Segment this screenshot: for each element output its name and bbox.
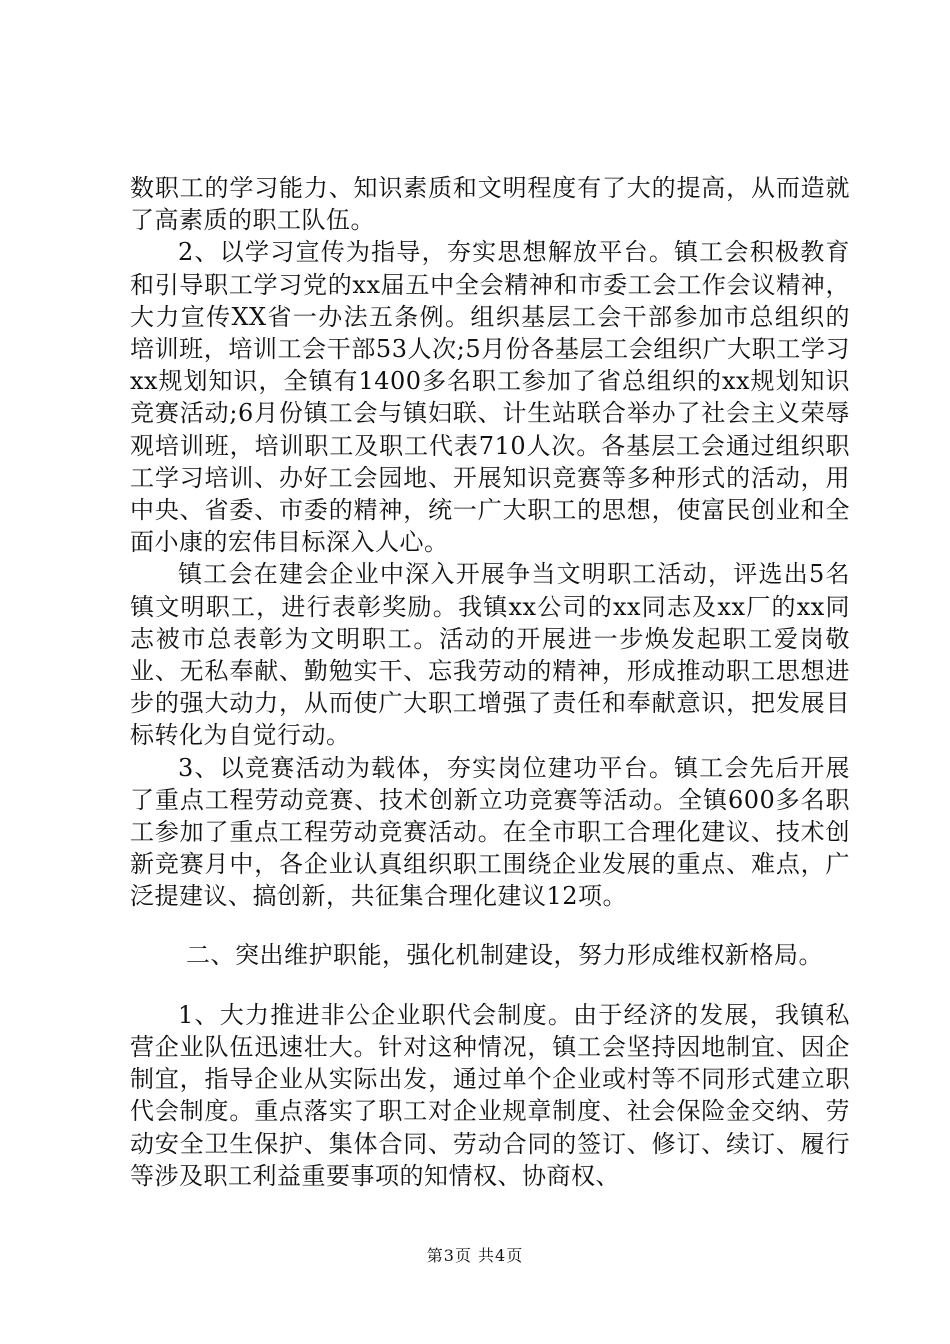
paragraph-continuation: 数职工的学习能力、知识素质和文明程度有了大的提高，从而造就了高素质的职工队伍。 — [130, 174, 850, 235]
page-footer: 第3页 共4页 — [426, 1246, 524, 1265]
paragraph-section-2-item-1: 1、大力推进非公企业职代会制度。由于经济的发展，我镇私营企业队伍迅速壮大。针对这种情况，镇工会坚持因地制宜、因企制宜，指导企业从实际出发，通过单个企业或村等不同形式建立职代会制度。重点落实了职工对企业规章制度、社会保险金交纳、劳动安全卫生保护、集体合同、劳动合同的签订、修订、续订、履行等涉及职工利益重要事项的知情权、协商权、 — [130, 1000, 850, 1190]
section-heading-2: 二、突出维护职能，强化机制建设，努力形成维权新格局。 — [186, 940, 823, 969]
document-body — [130, 172, 850, 1192]
paragraph-item-2: 2、以学习宣传为指导，夯实思想解放平台。镇工会积极教育和引导职工学习党的xx届五中全会精神和市委工会工作会议精神，大力宣传XX省一办法五条例。组织基层工会干部参加市总组织的培训班，培训工会干部53人次;5月份各基层工会组织广大职工学习xx规划知识，全镇有1400多名职工参加了省总组织的xx规划知识竞赛活动;6月份镇工会与镇妇联、计生站联合举办了社会主义荣辱观培训班，培训职工及职工代表710人次。各基层工会通过组织职工学习培训、办好工会园地、开展知识竞赛等多种形式的活动，用中央、省委、市委的精神，统一广大职工的思想，使富民创业和全面小康的宏伟目标深入人心。 — [130, 238, 850, 557]
paragraph-item-3: 3、以竞赛活动为载体，夯实岗位建功平台。镇工会先后开展了重点工程劳动竞赛、技术创新立功竞赛等活动。全镇600多名职工参加了重点工程劳动竞赛活动。在全市职工合理化建议、技术创新竞赛月中，各企业认真组织职工围绕企业发展的重点、难点，广泛提建议、搞创新，共征集合理化建议12项。 — [130, 753, 850, 911]
paragraph-civilized-workers: 镇工会在建会企业中深入开展争当文明职工活动，评选出5名镇文明职工，进行表彰奖励。我镇xx公司的xx同志及xx厂的xx同志被市总表彰为文明职工。活动的开展进一步焕发起职工爱岗敬业、无私奉献、勤勉实干、忘我劳动的精神，形成推动职工思想进步的强大动力，从而使广大职工增强了责任和奉献意识，把发展目标转化为自觉行动。 — [130, 560, 850, 750]
